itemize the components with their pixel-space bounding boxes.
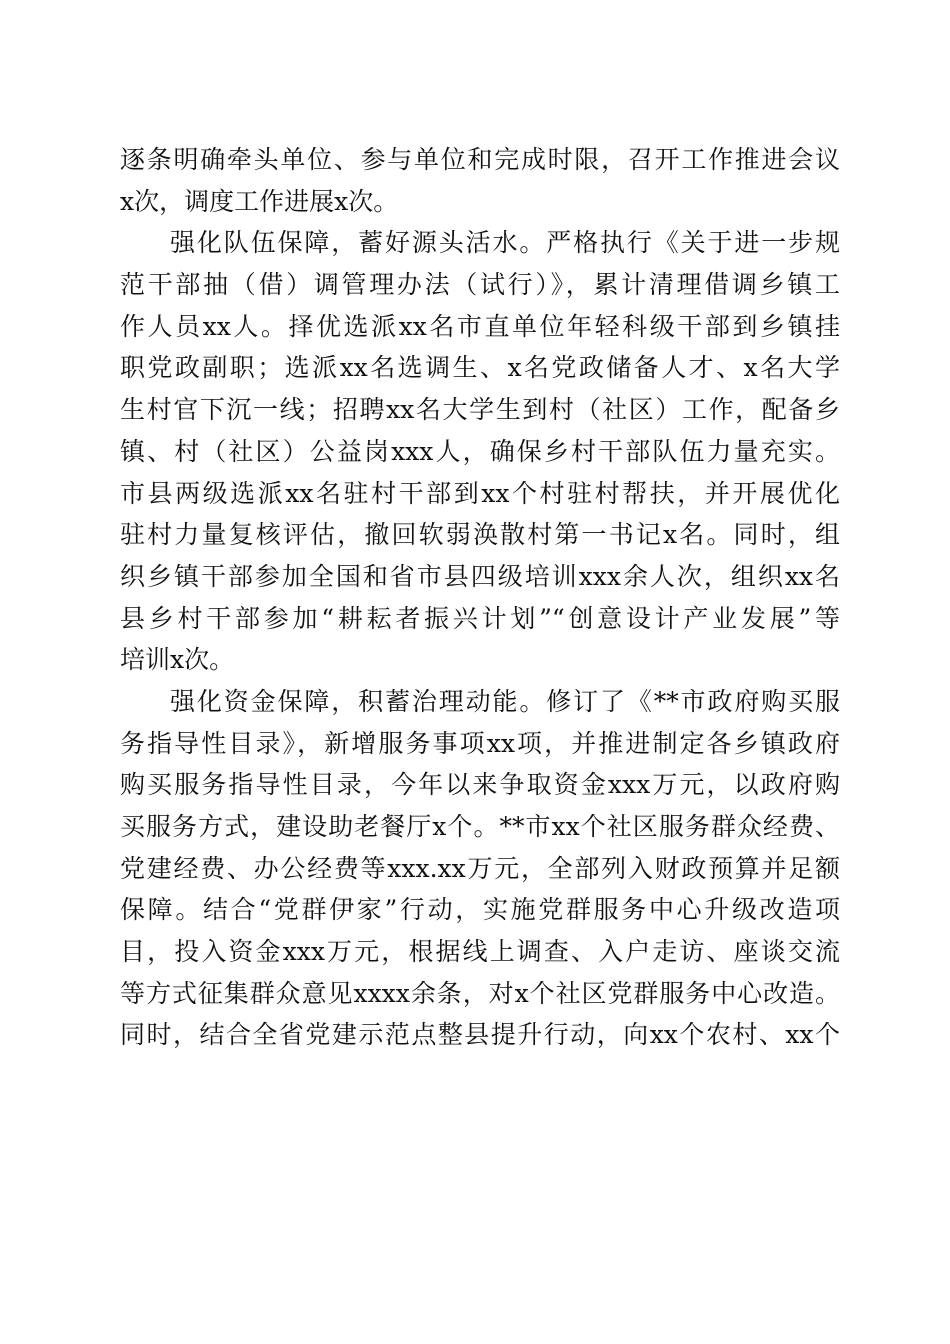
text-line: 等方式征集群众意见xxxx余条，对x个社区党群服务中心改造。 — [120, 978, 840, 1008]
text-line: 县乡村干部参加“耕耘者振兴计划”“创意设计产业发展”等 — [120, 603, 840, 633]
text-line: 务指导性目录》，新增服务事项xx项，并推进制定各乡镇政府 — [120, 728, 840, 758]
text-line: 驻村力量复核评估，撤回软弱涣散村第一书记x名。同时，组 — [120, 520, 840, 550]
text-line: 作人员xx人。择优选派xx名市直单位年轻科级干部到乡镇挂 — [120, 311, 840, 341]
text-line: 保障。结合“党群伊家”行动，实施党群服务中心升级改造项 — [120, 895, 840, 925]
text-line: 同时，结合全省党建示范点整县提升行动，向xx个农村、xx个 — [120, 1020, 840, 1050]
text-line: 镇、村（社区）公益岗xxx人，确保乡村干部队伍力量充实。 — [120, 436, 840, 466]
text-line: 购买服务指导性目录，今年以来争取资金xxx万元，以政府购 — [120, 770, 840, 800]
text-line: 市县两级选派xx名驻村干部到xx个村驻村帮扶，并开展优化 — [120, 478, 840, 508]
paragraph-start-line: 强化队伍保障，蓄好源头活水。严格执行《关于进一步规 — [170, 228, 840, 258]
text-line: x次，调度工作进展x次。 — [120, 186, 399, 216]
text-line: 买服务方式，建设助老餐厅x个。**市xx个社区服务群众经费、 — [120, 812, 840, 841]
text-line: 范干部抽（借）调管理办法（试行）》，累计清理借调乡镇工 — [120, 270, 840, 300]
paragraph-start-line: 强化资金保障，积蓄治理动能。修订了《**市政府购买服 — [170, 686, 840, 716]
text-line: 党建经费、办公经费等xxx.xx万元，全部列入财政预算并足额 — [120, 853, 840, 883]
text-line: 逐条明确牵头单位、参与单位和完成时限，召开工作推进会议 — [120, 145, 840, 174]
text-line: 职党政副职；选派xx名选调生、x名党政储备人才、x名大学 — [120, 353, 840, 383]
text-line: 培训x次。 — [120, 645, 235, 675]
document-body — [120, 139, 840, 1056]
text-line: 织乡镇干部参加全国和省市县四级培训xxx余人次，组织xx名 — [120, 561, 840, 591]
text-line: 目，投入资金xxx万元，根据线上调查、入户走访、座谈交流 — [120, 937, 840, 967]
text-line: 生村官下沉一线；招聘xx名大学生到村（社区）工作，配备乡 — [120, 395, 840, 425]
